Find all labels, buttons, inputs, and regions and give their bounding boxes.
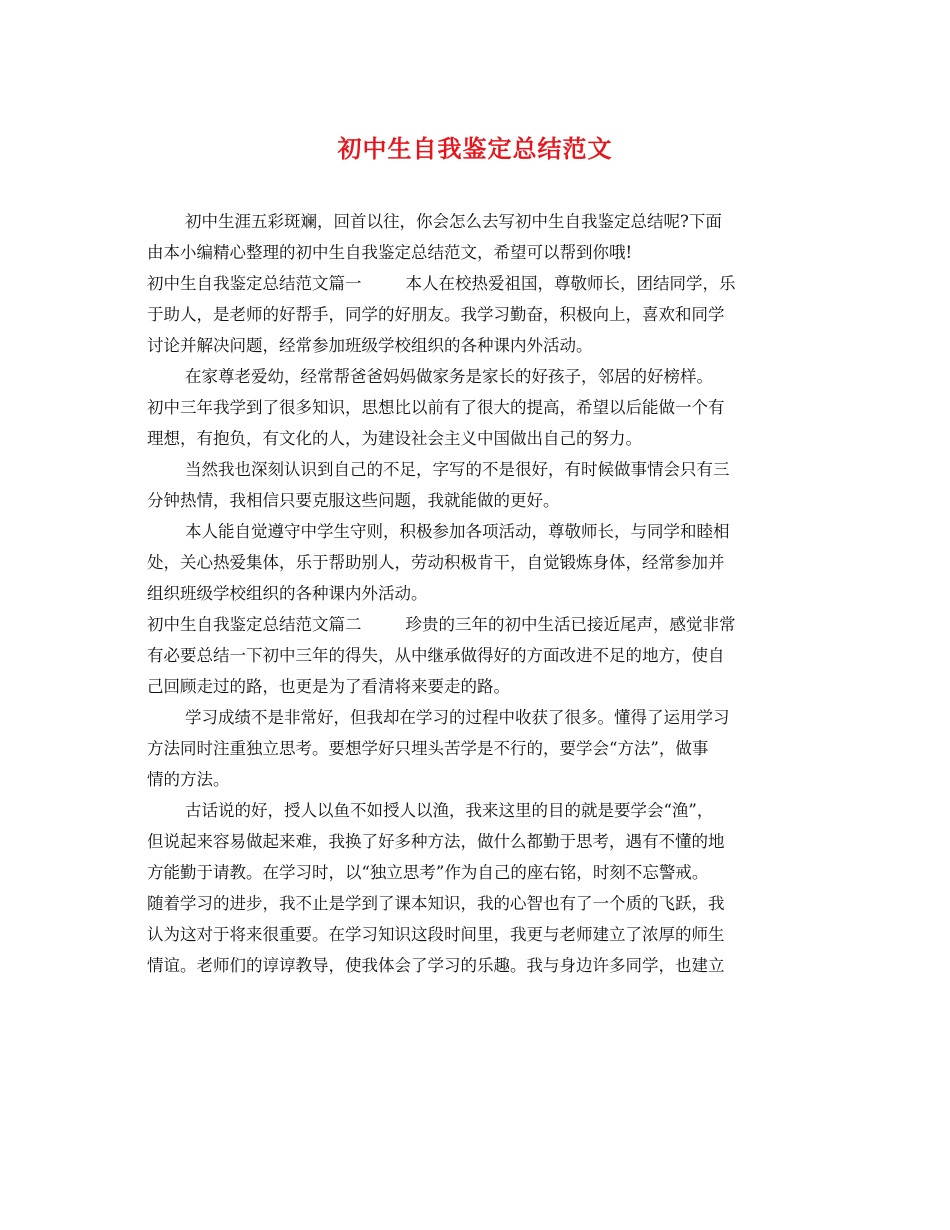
line-text: 学习成绩不是非常好，但我却在学习的过程中收获了很多。懂得了运用学习: [185, 708, 730, 727]
text-line: [147, 423, 807, 454]
line-text: 当然我也深刻认识到自己的不足，字写的不是很好，有时候做事情会只有三: [185, 460, 730, 479]
line-text: 己回顾走过的路，也更是为了看清将来要走的路。: [147, 677, 510, 696]
line-text: 但说起来容易做起来难，我换了好多种方法，做什么都勤于思考，遇有不懂的地: [147, 832, 725, 851]
line-text: 情的方法。: [147, 770, 230, 789]
text-line: [147, 702, 807, 733]
document-body: [147, 206, 807, 981]
line-text: 方能勤于请教。在学习时，以“独立思考”作为自己的座右铭，时刻不忘警戒。: [147, 863, 709, 882]
text-line: [147, 454, 807, 485]
line-text: 初中三年我学到了很多知识，思想比以前有了很大的提高，希望以后能做一个有: [147, 398, 725, 417]
line-text: 由本小编精心整理的初中生自我鉴定总结范文，希望可以帮到你哦!: [147, 243, 633, 262]
line-text: 在家尊老爱幼，经常帮爸爸妈妈做家务是家长的好孩子，邻居的好榜样。: [185, 367, 713, 386]
line-text: 初中生涯五彩斑斓，回首以往，你会怎么去写初中生自我鉴定总结呢?下面: [185, 212, 722, 231]
text-line: [147, 640, 807, 671]
text-line: [147, 733, 807, 764]
text-line: [147, 516, 807, 547]
text-line: [147, 919, 807, 950]
section-heading: 初中生自我鉴定总结范文篇一: [147, 274, 362, 293]
section-heading-line: [147, 609, 807, 640]
text-line: [147, 237, 807, 268]
text-line: [147, 857, 807, 888]
text-line: [147, 795, 807, 826]
text-line: [147, 485, 807, 516]
line-text: 处，关心热爱集体，乐于帮助别人，劳动积极肯干，自觉锻炼身体，经常参加并: [147, 553, 725, 572]
line-text: 随着学习的进步，我不止是学到了课本知识，我的心智也有了一个质的飞跃，我: [147, 894, 725, 913]
text-line: [147, 206, 807, 237]
line-text: 方法同时注重独立思考。要想学好只埋头苦学是不行的，要学会“方法”，做事: [147, 739, 709, 758]
text-line: [147, 888, 807, 919]
text-line: [147, 578, 807, 609]
line-text: 本人能自觉遵守中学生守则，积极参加各项活动，尊敬师长，与同学和睦相: [185, 522, 730, 541]
line-text: 情谊。老师们的谆谆教导，使我体会了学习的乐趣。我与身边许多同学，也建立: [147, 956, 725, 975]
line-text: 本人在校热爱祖国，尊敬师长，团结同学，乐: [405, 274, 736, 293]
section-heading-line: [147, 268, 807, 299]
line-text: 理想，有抱负，有文化的人，为建设社会主义中国做出自己的努力。: [147, 429, 642, 448]
text-line: [147, 361, 807, 392]
line-text: 于助人，是老师的好帮手，同学的好朋友。我学习勤奋，积极向上，喜欢和同学: [147, 305, 725, 324]
text-line: [147, 299, 807, 330]
line-text: 讨论并解决问题，经常参加班级学校组织的各种课内外活动。: [147, 336, 593, 355]
text-line: [147, 392, 807, 423]
line-text: 认为这对于将来很重要。在学习知识这段时间里，我更与老师建立了浓厚的师生: [147, 925, 725, 944]
text-line: [147, 330, 807, 361]
text-line: [147, 950, 807, 981]
text-line: [147, 826, 807, 857]
line-text: 组织班级学校组织的各种课内外活动。: [147, 584, 428, 603]
line-text: 有必要总结一下初中三年的得失，从中继承做得好的方面改进不足的地方，使自: [147, 646, 725, 665]
text-line: [147, 547, 807, 578]
line-text: 分钟热情，我相信只要克服这些问题，我就能做的更好。: [147, 491, 560, 510]
document-title: 初中生自我鉴定总结范文: [337, 134, 613, 163]
line-text: 珍贵的三年的初中生活已接近尾声，感觉非常: [405, 615, 736, 634]
section-heading: 初中生自我鉴定总结范文篇二: [147, 615, 362, 634]
text-line: [147, 671, 807, 702]
text-line: [147, 764, 807, 795]
line-text: 古话说的好，授人以鱼不如授人以渔，我来这里的目的就是要学会“渔”，: [185, 801, 714, 820]
